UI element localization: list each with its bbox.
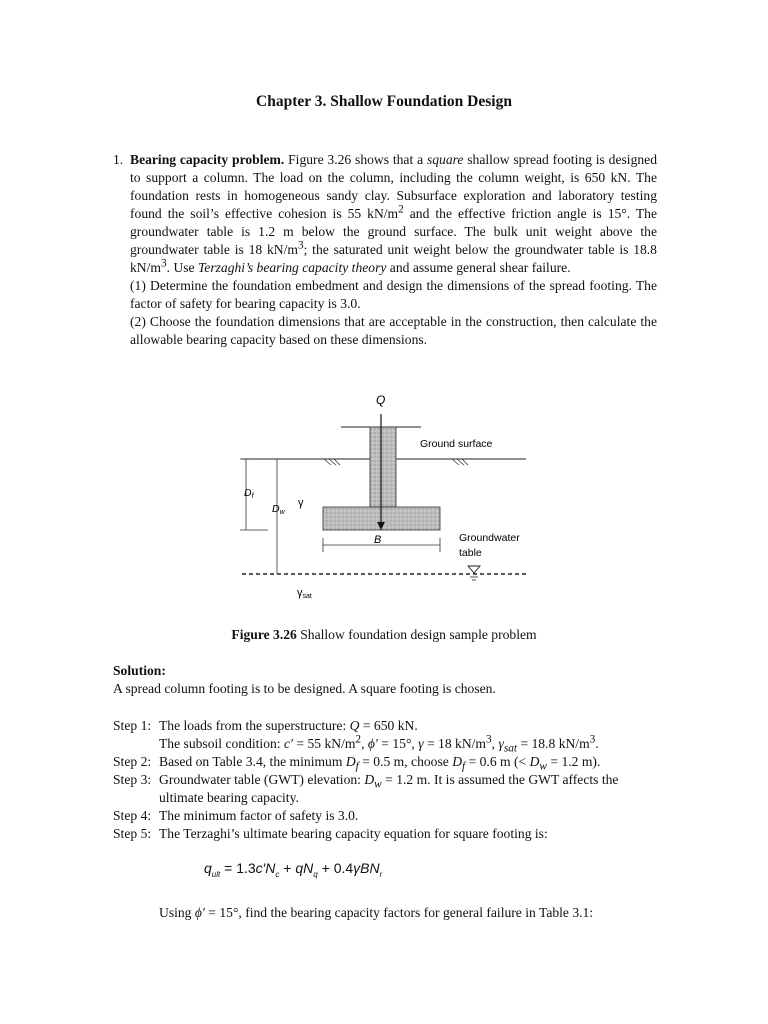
b-label: B <box>374 534 382 546</box>
ground-hatch-right <box>452 459 468 465</box>
step-5 <box>113 825 663 843</box>
superscript: 2 <box>398 203 404 216</box>
step-text: The loads from the superstructure: Q = 650 kN. <box>159 718 418 733</box>
problem-part-2: (2) Choose the foundation dimensions that are acceptable in the construction, then calculate the allowable bearing capacity based on these dimensions. <box>130 314 657 347</box>
figure-caption <box>0 627 768 643</box>
step-text: Groundwater table (GWT) elevation: $D_w = 1.2$ m. It is assumed the GWT affects the ultimate bearing capacity. <box>159 772 619 805</box>
ground-hatch-left <box>324 459 340 465</box>
step-text: Based on Table 3.4, the minimum $D_f = 0.5$ m, choose $D_f = 0.6$ m (< $D_w = 1.2$ m). <box>159 754 601 773</box>
step-label: Step 3: <box>113 772 152 787</box>
problem-heading: Bearing capacity problem. <box>130 152 285 167</box>
problem-text: and the effective friction angle is 15°. The groundwater table is 1.2 m below the ground surface. The bulk unit weight above the groundwater table is 18 kN/m <box>130 206 657 257</box>
problem-emphasis-theory: Terzaghi’s bearing capacity theory <box>197 260 387 275</box>
step-label: Step 1: <box>113 718 152 733</box>
caption-label: Figure 3.26 <box>231 627 297 642</box>
caption-text: Shallow foundation design sample problem <box>296 627 537 642</box>
step-text: The subsoil condition: c′ = 55 $kN/m^2$, ϕ′ = 15°, γ = 18 $kN/m^3$, $\gamma_{sat} = 18.8$ $kN/m^3$. <box>159 733 599 755</box>
gamma-sat-label: γsat <box>297 587 312 600</box>
step-4 <box>113 807 663 825</box>
problem-text: Figure 3.26 shows that a <box>284 152 427 167</box>
step-1 <box>113 717 663 753</box>
problem-text: shallow spread footing is designed to support a column. The load on the column, including the column weight, is 650 kN. The foundation rests in homogeneous sandy clay. Subsurface exploration and laboratory testing found the soil’s effective cohesion is 55 kN/m <box>130 152 657 221</box>
df-label: Df <box>244 487 254 500</box>
gamma-label: γ <box>298 497 304 509</box>
step-label: Step 2: <box>113 754 152 769</box>
problem-part-1: (1) Determine the foundation embedment and design the dimensions of the spread footing. The factor of safety for bearing capacity is 3.0. <box>130 278 657 311</box>
dw-label: Dw <box>272 503 285 516</box>
problem-paragraph <box>130 151 657 277</box>
step-text: The minimum factor of safety is 3.0. <box>159 808 359 823</box>
bearing-capacity-equation: $q_{ult} = 1.3c'N_c + qN_q + 0.4\gamma BN_r$ <box>204 860 383 879</box>
groundwater-label: Groundwater <box>459 532 520 544</box>
solution-intro: A spread column footing is to be designed. A square footing is chosen. <box>113 681 496 696</box>
step-label: Step 5: <box>113 826 152 841</box>
problem-text: . Use <box>166 260 198 275</box>
solution-steps <box>113 717 663 843</box>
water-table-symbol <box>468 566 480 573</box>
problem-statement <box>113 151 657 349</box>
problem-emphasis-square: square <box>426 152 464 167</box>
step-label: Step 4: <box>113 808 152 823</box>
page-title: Chapter 3. Shallow Foundation Design <box>256 93 512 110</box>
ground-surface-label: Ground surface <box>420 438 493 450</box>
problem-number: 1. <box>113 152 124 167</box>
using-text: Using ϕ′ = 15°, find the bearing capacity factors for general failure in Table 3.1: <box>159 905 594 920</box>
problem-text: ; the saturated unit weight below the groundwater table is 18.8 kN/m <box>130 242 657 275</box>
groundwater-label-2: table <box>459 547 482 559</box>
superscript: 3 <box>297 239 304 252</box>
problem-text: and assume general shear failure. <box>386 260 571 275</box>
column <box>370 427 396 507</box>
superscript: 3 <box>160 257 167 270</box>
step-3 <box>113 771 663 807</box>
foundation-figure <box>230 384 550 614</box>
load-label: Q <box>376 393 386 407</box>
step-text: The Terzaghi’s ultimate bearing capacity equation for square footing is: <box>159 826 548 841</box>
step-2 <box>113 753 663 771</box>
solution-heading: Solution: <box>113 663 166 678</box>
